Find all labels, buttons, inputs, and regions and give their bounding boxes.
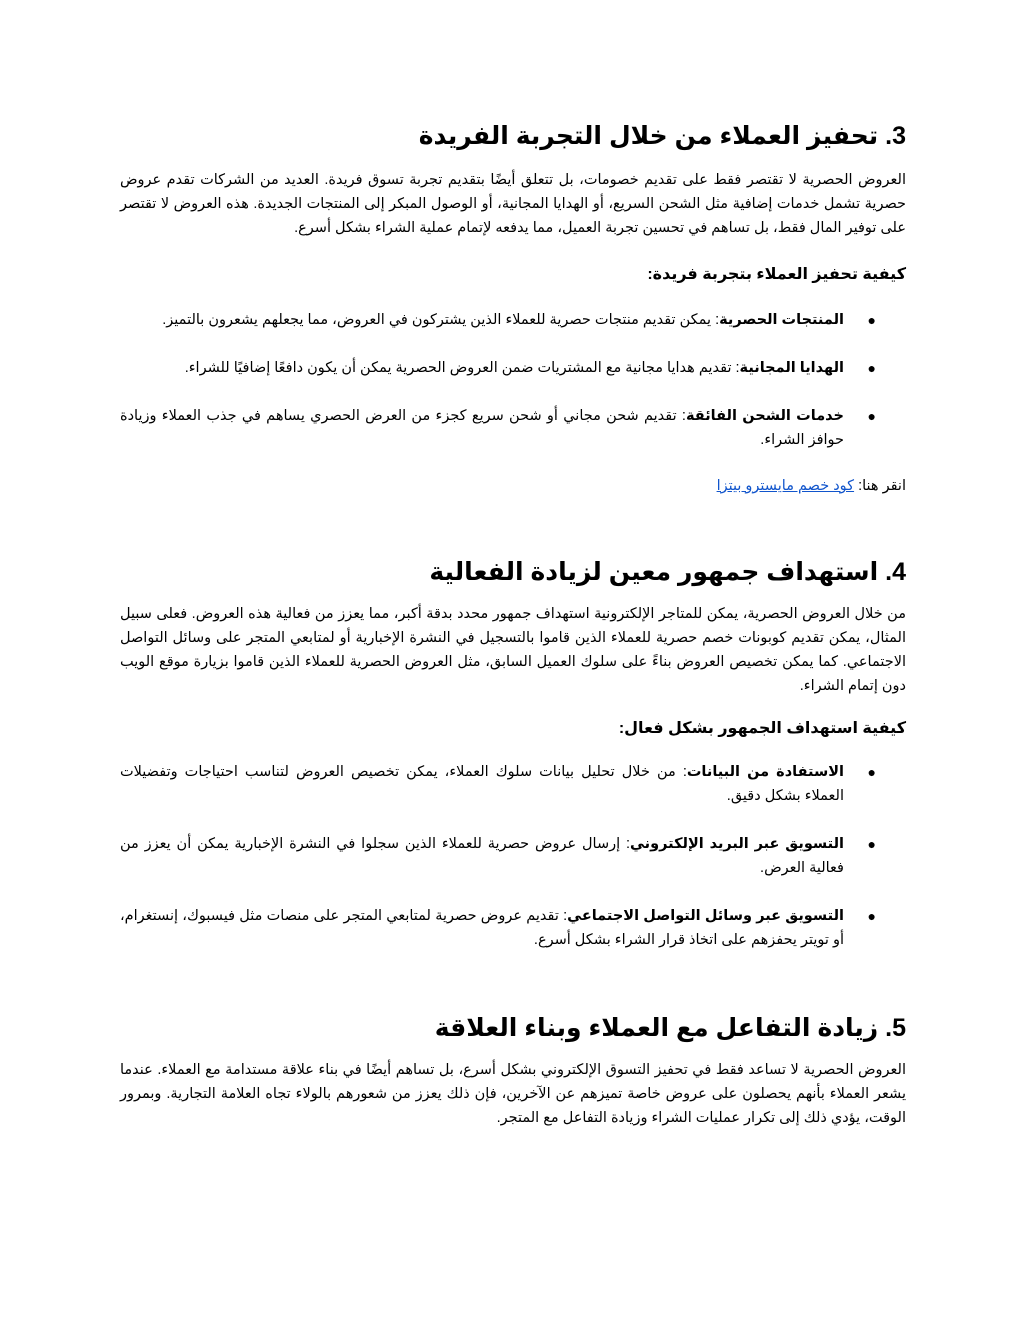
list-item (120, 904, 906, 952)
section-4-subheading: كيفية استهداف الجمهور بشكل فعال: (618, 720, 906, 737)
bullet-icon: ● (867, 908, 876, 924)
list-item-term: التسويق عبر البريد الإلكتروني (630, 836, 844, 852)
list-item-text: : تقديم هدايا مجانية مع المشتريات ضمن العروض الحصرية يمكن أن يكون دافعًا إضافيًا للشراء. (184, 360, 740, 376)
list-item-term: الهدايا المجانية (739, 360, 844, 376)
bullet-icon: ● (867, 360, 876, 376)
list-item-text: : تقديم شحن مجاني أو شحن سريع كجزء من العرض الحصري يساهم في جذب العملاء وزيادة حوافز الشراء. (120, 408, 844, 448)
section-4-list (120, 760, 906, 952)
list-item-term: المنتجات الحصرية (719, 312, 844, 328)
section-5-paragraph: العروض الحصرية لا تساعد فقط في تحفيز التسوق الإلكتروني بشكل أسرع، بل تساهم أيضًا في بناء علاقة مستدامة مع العملاء. عندما يشعر العملاء بأنهم يحصلون على عروض خاصة تميزهم عن الآخرين، فإن ذلك يعزز من شعورهم بالولاء تجاه العلامة التجارية. وبمرور الوقت، يؤدي ذلك إلى تكرار عمليات الشراء وزيادة التفاعل مع المتجر. (120, 1062, 906, 1126)
bullet-icon: ● (867, 764, 876, 780)
list-item (120, 308, 906, 332)
list-item-term: الاستفادة من البيانات (686, 764, 844, 780)
section-4-paragraph: من خلال العروض الحصرية، يمكن للمتاجر الإلكترونية استهداف جمهور محدد بدقة أكبر، مما يعزز من فعالية هذه العروض. فعلى سبيل المثال، يمكن تقديم كوبونات خصم حصرية للعملاء الذين قاموا بالتسجيل في النشرة الإخبارية أو لمتابعي المتجر على وسائل التواصل الاجتماعي. كما يمكن تخصيص العروض بناءً على سلوك العميل السابق، مثل العروض الحصرية للعملاء الذين قاموا بزيارة موقع الويب دون إتمام الشراء. (120, 606, 906, 694)
click-here-label: انقر هنا: (858, 478, 906, 494)
section-3-list (120, 308, 906, 452)
list-item-text: : تقديم عروض حصرية لمتابعي المتجر على منصات مثل فيسبوك، إنستغرام، أو تويتر يحفزهم على اتخاذ قرار الشراء بشكل أسرع. (120, 908, 844, 948)
list-item-term: خدمات الشحن الفائقة (685, 408, 844, 424)
click-here-line (120, 474, 906, 498)
section-3-subheading: كيفية تحفيز العملاء بتجربة فريدة: (647, 266, 906, 283)
document-page (120, 0, 906, 1325)
section-5-heading: 5. زيادة التفاعل مع العملاء وبناء العلاقة (434, 1014, 906, 1042)
section-4-heading: 4. استهداف جمهور معين لزيادة الفعالية (429, 558, 906, 586)
list-item (120, 356, 906, 380)
list-item-text: : يمكن تقديم منتجات حصرية للعملاء الذين يشتركون في العروض، مما يجعلهم يشعرون بالتميز. (162, 312, 720, 328)
bullet-icon: ● (867, 408, 876, 424)
list-item (120, 404, 906, 452)
bullet-icon: ● (867, 836, 876, 852)
list-item-text: : من خلال تحليل بيانات سلوك العملاء، يمكن تخصيص العروض لتناسب احتياجات وتفضيلات العملاء بشكل دقيق. (120, 764, 844, 804)
discount-code-link[interactable]: كود خصم مايسترو بيتزا (716, 478, 855, 494)
bullet-icon: ● (867, 312, 876, 328)
list-item (120, 832, 906, 880)
list-item-term: التسويق عبر وسائل التواصل الاجتماعي (567, 908, 844, 924)
list-item (120, 760, 906, 808)
list-item-text: : إرسال عروض حصرية للعملاء الذين سجلوا في النشرة الإخبارية يمكن أن يعزز من فعالية العرض. (120, 836, 844, 876)
section-3-heading: 3. تحفيز العملاء من خلال التجربة الفريدة (418, 122, 906, 150)
section-3-paragraph: العروض الحصرية لا تقتصر فقط على تقديم خصومات، بل تتعلق أيضًا بتقديم تجربة تسوق فريدة. العديد من الشركات تقدم عروض حصرية تشمل خدمات إضافية مثل الشحن السريع، أو الهدايا المجانية، أو الوصول المبكر إلى المنتجات الجديدة. هذه العروض لا تقتصر على توفير المال فقط، بل تساهم في تحسين تجربة العميل، مما يدفعه لإتمام عملية الشراء بشكل أسرع. (120, 172, 906, 236)
